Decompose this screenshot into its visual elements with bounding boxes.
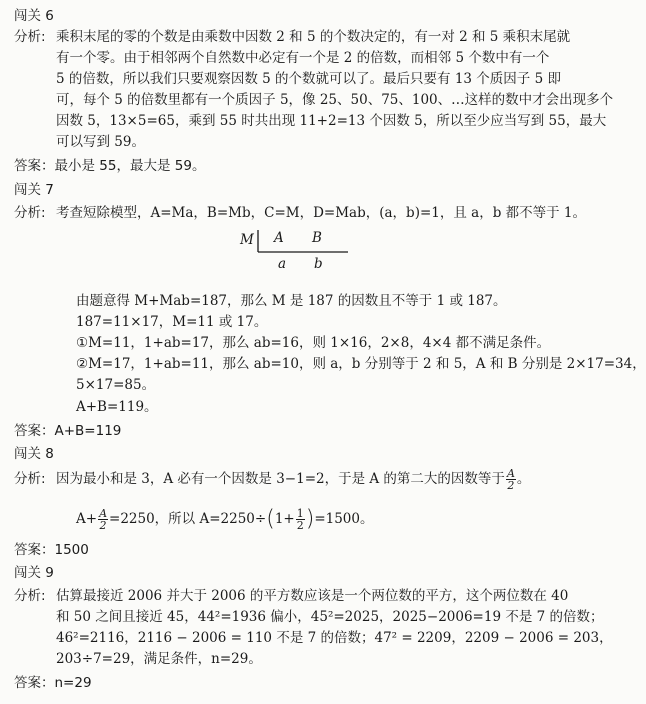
section-9-analysis-label: 分析: [14,588,46,604]
section-6-line: 乘积末尾的零的个数是由乘数中因数 2 和 5 的个数决定的，有一对 2 和 5 乘积末尾就 [56,29,571,45]
quotient-a: a [278,256,287,272]
section-8-title: 闯关 8 [14,446,54,462]
section-6-line: 有一个零。由于相邻两个自然数中必定有一个是 2 的倍数，而相邻 5 个数中有一个 [56,50,550,66]
section-8-line1-text: 因为最小和是 3，A 必有一个因数是 3−1=2，于是 A 的第二大的因数等于 [56,471,505,487]
section-6-answer: 答案：最小是 55，最大是 59。 [14,158,206,174]
section-7-line: 考查短除模型，A=Ma，B=Mb，C=M，D=Mab，(a，b)=1，且 a，b 都不等于 1。 [56,205,587,221]
short-division-bracket [236,226,366,272]
section-7-line: 5×17=85。 [76,377,156,393]
section-7-analysis-label: 分析: [14,205,46,221]
fraction-a-over-2 [98,508,108,531]
quotient-b: b [314,256,323,272]
section-6-title: 闯关 6 [14,8,54,24]
section-7-line: A+B=119。 [76,399,158,415]
fraction-numerator: A [99,507,108,520]
dividend-a: A [274,230,284,246]
section-6-line: 可，每个 5 的倍数里都有一个质因子 5，像 25、50、75、100、…这样的数中才会出现多个 [56,92,614,108]
eq-part: 1+ [274,511,295,527]
fraction-a-over-2 [506,468,516,491]
section-8-equation [76,503,373,536]
left-paren: ( [266,506,275,532]
section-8-answer: 答案：1500 [14,542,89,558]
section-6-line: 因数 5，13×5=65，乘到 55 时共出现 11+2=13 个因数 5，所以至少应当写到 55，最大 [56,113,607,129]
divisor-m: M [240,232,254,248]
section-7-line: ②M=17，1+ab=11，那么 ab=10，则 a，b 分别等于 2 和 5，A 和 B 分别是 2×17=34， [76,356,646,372]
fraction-denominator: 2 [99,519,107,532]
fraction-numerator: A [506,467,515,480]
dividend-b: B [312,230,322,246]
eq-part: =2250，所以 A=2250÷ [109,511,267,527]
section-9-line: 203÷7=29，满足条件，n=29。 [56,651,262,667]
fraction-denominator: 2 [507,479,515,492]
right-paren: ) [305,506,315,532]
section-6-line: 5 的倍数，所以我们只要观察因数 5 的个数就可以了。最后只要有 13 个质因子 5 即 [56,71,561,87]
fraction-1-over-2 [296,508,305,531]
section-8-analysis-label: 分析: [14,471,46,487]
section-7-line: 由题意得 M+Mab=187，那么 M 是 187 的因数且不等于 1 或 187。 [76,293,507,309]
section-7-line: 187=11×17，M=11 或 17。 [76,314,268,330]
eq-part: A+ [76,511,98,527]
section-7-title: 闯关 7 [14,182,54,198]
section-8-period: 。 [516,471,531,487]
section-6-analysis-label: 分析: [14,29,46,45]
section-9-line: 46²=2116，2116 − 2006 = 110 不是 7 的倍数；47² = 2209，2209 − 2006 = 203， [56,630,613,646]
section-6-line: 可以写到 59。 [56,134,145,150]
section-7-line: ①M=11，1+ab=17，那么 ab=16，则 1×16，2×8，4×4 都不满足条件。 [76,335,551,351]
eq-part: =1500。 [314,511,374,527]
section-8-line [56,465,530,493]
section-9-answer: 答案：n=29 [14,675,92,691]
section-9-title: 闯关 9 [14,565,54,581]
section-9-line: 估算最接近 2006 并大于 2006 的平方数应该是一个两位数的平方，这个两位数在 40 [56,588,569,604]
fraction-denominator: 2 [296,519,304,532]
section-7-answer: 答案：A+B=119 [14,423,122,439]
fraction-numerator: 1 [296,507,304,520]
section-9-line: 和 50 之间且接近 45，44²=1936 偏小，45²=2025，2025−2006=19 不是 7 的倍数； [56,609,604,625]
short-division-diagram [236,226,366,272]
